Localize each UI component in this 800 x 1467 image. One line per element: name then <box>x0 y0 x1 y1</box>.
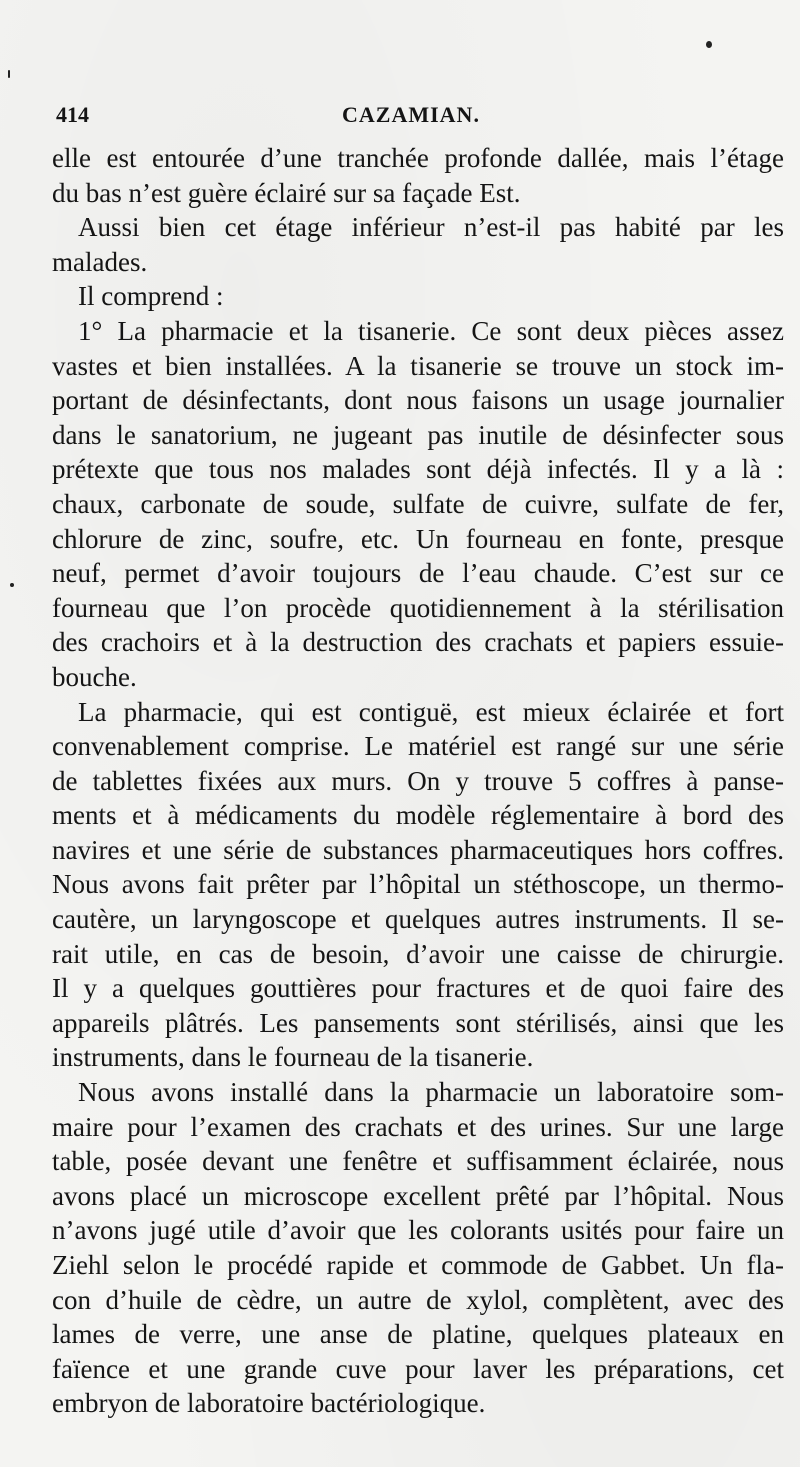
text-line: prétexte que tous nos malades sont déjà infectés. Il y a là : <box>52 454 784 485</box>
text-line: bouche. <box>52 661 137 692</box>
body-text <box>52 141 784 1421</box>
page-number: 414 <box>56 102 89 127</box>
ink-speck <box>10 583 14 587</box>
text-line: vastes et bien installées. A la tisanerie se trouve un stock im- <box>52 350 784 381</box>
text-line: dans le sanatorium, ne jugeant pas inutile de désinfecter sous <box>52 419 784 450</box>
text-line: Aussi bien cet étage inférieur n’est-il pas habité par les <box>78 212 784 243</box>
text-line: rait utile, en cas de besoin, d’avoir une caisse de chirurgie. <box>52 938 784 969</box>
page-header <box>52 102 752 138</box>
text-line: portant de désinfectants, dont nous faisons un usage journalier <box>52 385 784 416</box>
text-line: table, posée devant une fenêtre et suffisamment éclairée, nous <box>52 1146 784 1177</box>
text-line: instruments, dans le fourneau de la tisanerie. <box>52 1042 534 1073</box>
text-line: cautère, un laryngoscope et quelques autres instruments. Il se- <box>52 904 784 935</box>
text-line: maire pour l’examen des crachats et des urines. Sur une large <box>52 1111 784 1142</box>
text-line: lames de verre, une anse de platine, quelques plateaux en <box>52 1319 784 1350</box>
running-head: CAZAMIAN. <box>342 102 480 127</box>
text-line: n’avons jugé utile d’avoir que les colorants usités pour faire un <box>52 1215 784 1246</box>
text-line: elle est entourée d’une tranchée profonde dallée, mais l’étage <box>52 143 784 173</box>
text-line: La pharmacie, qui est contiguë, est mieux éclairée et fort <box>78 696 784 727</box>
text-line: embryon de laboratoire bactériologique. <box>52 1388 486 1419</box>
text-line: convenablement comprise. Le matériel est rangé sur une série <box>52 731 784 762</box>
text-line: 1° La pharmacie et la tisanerie. Ce sont deux pièces assez <box>78 315 784 346</box>
text-line: fourneau que l’on procède quotidiennement à la stérilisation <box>52 592 784 623</box>
ink-speck <box>8 70 10 78</box>
text-line: con d’huile de cèdre, un autre de xylol, complètent, avec des <box>52 1284 784 1315</box>
text-line: de tablettes fixées aux murs. On y trouve 5 coffres à panse- <box>52 765 784 796</box>
text-line: chaux, carbonate de soude, sulfate de cuivre, sulfate de fer, <box>52 488 784 519</box>
text-line: faïence et une grande cuve pour laver les préparations, cet <box>52 1353 784 1384</box>
text-line: Ziehl selon le procédé rapide et commode de Gabbet. Un fla- <box>52 1250 784 1280</box>
text-line: des crachoirs et à la destruction des crachats et papiers essuie- <box>52 627 784 658</box>
text-line: du bas n’est guère éclairé sur sa façade Est. <box>52 177 521 208</box>
text-line: avons placé un microscope excellent prêté par l’hôpital. Nous <box>52 1180 784 1211</box>
text-line: Nous avons fait prêter par l’hôpital un stéthoscope, un thermo- <box>52 869 784 900</box>
text-line: Il y a quelques gouttières pour fractures et de quoi faire des <box>52 973 784 1004</box>
text-line: neuf, permet d’avoir toujours de l’eau chaude. C’est sur ce <box>52 558 784 589</box>
text-line: malades. <box>52 246 148 277</box>
text-line: appareils plâtrés. Les pansements sont stérilisés, ainsi que les <box>52 1007 784 1038</box>
ink-speck <box>706 41 712 48</box>
text-line: Nous avons installé dans la pharmacie un laboratoire som- <box>78 1077 784 1108</box>
text-line: navires et une série de substances pharmaceutiques hors coffres. <box>52 834 784 865</box>
text-line: chlorure de zinc, soufre, etc. Un fourneau en fonte, presque <box>52 523 784 554</box>
text-line: Il comprend : <box>78 281 224 312</box>
text-line: ments et à médicaments du modèle réglementaire à bord des <box>52 800 784 831</box>
